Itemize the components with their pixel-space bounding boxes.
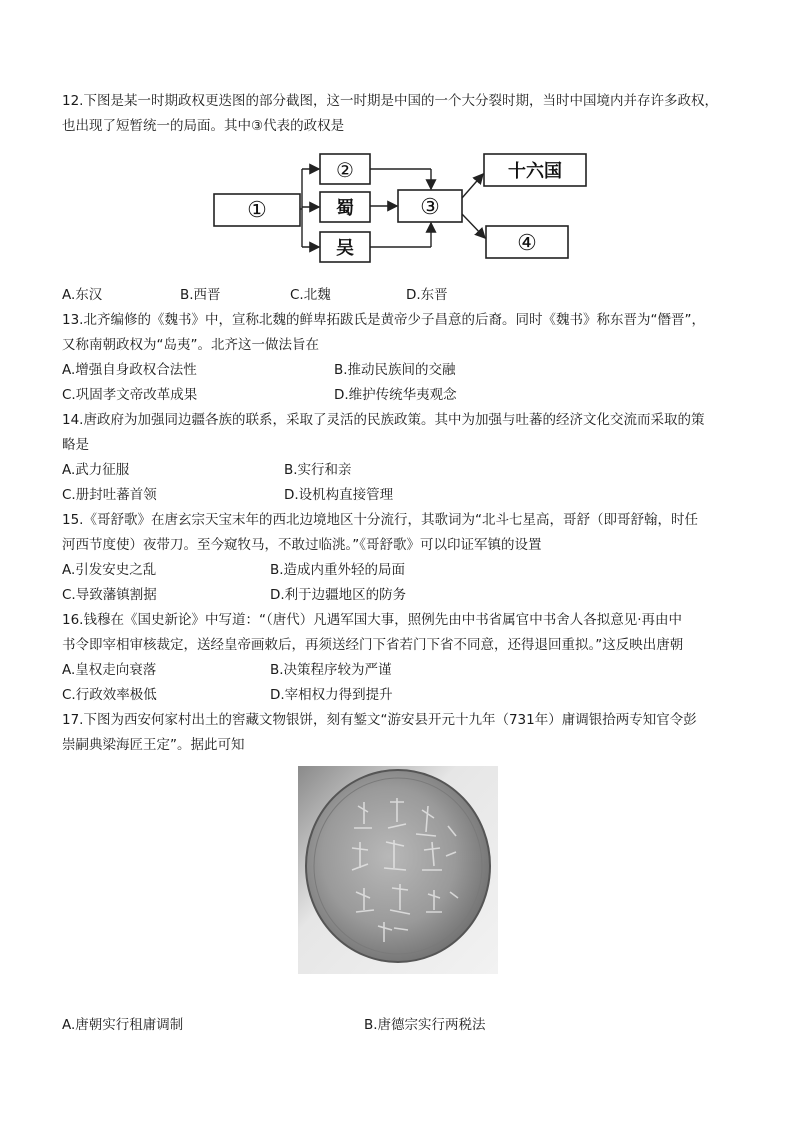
q13-option-a: A.增强自身政权合法性 [62,362,197,378]
q12-stem-line1: 12.下图是某一时期政权更迭图的部分截图，这一时期是中国的一个大分裂时期，当时中国境内并存许多政权， [62,93,718,109]
q16-option-a: A.皇权走向衰落 [62,662,157,678]
q14-option-d: D.设机构直接管理 [284,487,394,503]
q15-option-c: C.导致藩镇割据 [62,587,157,603]
q15-stem-line1: 15.《哥舒歌》在唐玄宗天宝末年的西北边境地区十分流行，其歌词为“北斗七星高，哥舒（即哥舒翰，时任 [62,512,698,528]
q17-stem-line1: 17.下图为西安何家村出土的窖藏文物银饼，刻有錾文“游安县开元十九年（731年）庸调银拾两专知官令彭 [62,712,697,728]
q14-option-a: A.武力征服 [62,462,130,478]
node3-label: ③ [420,195,440,220]
node-wu-label: 吴 [336,238,354,259]
q17-option-b: B.唐德宗实行两税法 [364,1017,486,1033]
q14-stem-line1: 14.唐政府为加强同边疆各族的联系，采取了灵活的民族政策。其中为加强与吐蕃的经济文化交流而采取的策 [62,412,705,428]
silver-cake-photo [298,766,498,974]
q13-option-d: D.维护传统华夷观念 [334,387,457,403]
q14-option-c: C.册封吐蕃首领 [62,487,157,503]
q13-stem-line2: 又称南朝政权为“岛夷”。北齐这一做法旨在 [62,337,319,353]
q15-option-d: D.利于边疆地区的防务 [270,587,407,603]
q14-stem-line2: 略是 [62,437,89,453]
q16-option-b: B.决策程序较为严谨 [270,662,392,678]
silver-cake-icon [298,766,498,974]
q15-option-a: A.引发安史之乱 [62,562,157,578]
node1-label: ① [247,198,267,223]
q12-option-a: A.东汉 [62,287,103,303]
q16-stem-line2: 书令即宰相审核裁定，送经皇帝画敕后，再须送经门下省若门下省不同意，还得退回重拟。”这反映出唐朝 [62,637,684,653]
q17-option-a: A.唐朝实行租庸调制 [62,1017,184,1033]
q16-option-c: C.行政效率极低 [62,687,157,703]
q16-stem-line1: 16.钱穆在《国史新论》中写道：“（唐代）凡遇军国大事，照例先由中书省属官中书舍人各拟意见·再由中 [62,612,683,628]
node-16-label: 十六国 [508,161,562,182]
q13-option-b: B.推动民族间的交融 [334,362,456,378]
node4-label: ④ [517,231,537,256]
q17-stem-line2: 崇嗣典梁海匠王定”。据此可知 [62,737,245,753]
q16-option-d: D.宰相权力得到提升 [270,687,393,703]
q12-option-b: B.西晋 [180,287,221,303]
q12-option-c: C.北魏 [290,287,331,303]
q13-stem-line1: 13.北齐编修的《魏书》中，宣称北魏的鲜卑拓跋氏是黄帝少子昌意的后裔。同时《魏书》称东晋为“僭晋”， [62,312,705,328]
q15-option-b: B.造成内重外轻的局面 [270,562,406,578]
node2-label: ② [336,158,354,182]
q14-option-b: B.实行和亲 [284,462,352,478]
node-shu-label: 蜀 [336,198,354,219]
q13-option-c: C.巩固孝文帝改革成果 [62,387,198,403]
q15-stem-line2: 河西节度使）夜带刀。至今窥牧马，不敢过临洮。”《哥舒歌》可以印证军镇的设置 [62,537,542,553]
q12-option-d: D.东晋 [406,287,448,303]
regime-succession-diagram [200,142,600,280]
q12-stem-line2: 也出现了短暂统一的局面。其中③代表的政权是 [62,118,345,134]
